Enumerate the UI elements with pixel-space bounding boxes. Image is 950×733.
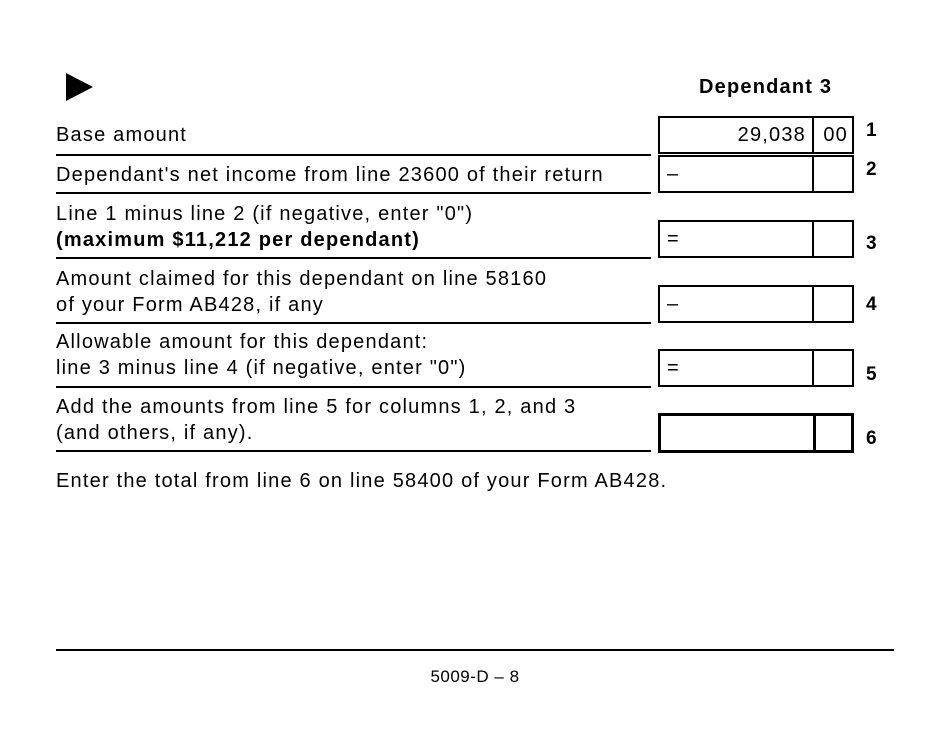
- line-2-operator: –: [667, 163, 679, 185]
- cents-divider: [812, 351, 814, 385]
- line-2-text: Dependant's net income from line 23600 of their return: [56, 164, 604, 186]
- line-5-amount-field[interactable]: [658, 349, 854, 387]
- line-3-text-bold: (maximum $11,212 per dependant): [56, 229, 420, 251]
- line-5-text-2: line 3 minus line 4 (if negative, enter "0"): [56, 357, 467, 379]
- line-number-5: 5: [866, 364, 877, 385]
- line-4-text: Amount claimed for this dependant on line 58160: [56, 268, 548, 290]
- line-1-text: Base amount: [56, 124, 188, 146]
- page-label: 5009-D – 8: [430, 667, 520, 686]
- line-number-1: 1: [866, 120, 877, 141]
- line-number-6: 6: [866, 428, 877, 449]
- line-3-operator: =: [667, 228, 679, 250]
- line-6-label: [56, 394, 576, 446]
- play-arrow-icon: [66, 73, 93, 101]
- column-header: Dependant 3: [699, 76, 833, 98]
- line-4-text-2: of your Form AB428, if any: [56, 294, 324, 316]
- line-2-rule: [56, 192, 651, 194]
- line-1-label: [56, 122, 187, 148]
- line-number-3: 3: [866, 233, 877, 254]
- line-6-rule: [56, 450, 651, 452]
- line-6-text-2: (and others, if any).: [56, 422, 254, 444]
- line-3-rule: [56, 257, 651, 259]
- line-2-amount-field[interactable]: [658, 155, 854, 193]
- line-3-label: [56, 201, 473, 253]
- instruction-text: Enter the total from line 6 on line 58400 of your Form AB428.: [56, 470, 668, 492]
- footer-rule: [56, 649, 894, 651]
- line-5-text: Allowable amount for this dependant:: [56, 331, 429, 353]
- line-2-label: [56, 162, 604, 188]
- line-1-cents: 00: [823, 124, 848, 146]
- line-6-text: Add the amounts from line 5 for columns 1, 2, and 3: [56, 396, 577, 418]
- line-5-rule: [56, 386, 651, 388]
- cents-divider: [812, 157, 814, 191]
- line-4-amount-field[interactable]: [658, 285, 854, 323]
- cents-divider: [813, 416, 816, 450]
- line-3-text: Line 1 minus line 2 (if negative, enter "0"): [56, 203, 474, 225]
- line-5-operator: =: [667, 357, 679, 379]
- line-4-rule: [56, 322, 651, 324]
- cents-divider: [812, 287, 814, 321]
- line-1-dollars: 29,038: [737, 124, 806, 146]
- cents-divider: [812, 222, 814, 256]
- line-number-4: 4: [866, 294, 877, 315]
- line-number-2: 2: [866, 159, 877, 180]
- line-4-label: [56, 266, 547, 318]
- line-1-rule: [56, 154, 651, 156]
- line-6-total-field[interactable]: [658, 413, 854, 453]
- line-1-amount-field[interactable]: [658, 116, 854, 154]
- line-5-label: [56, 329, 467, 381]
- line-3-amount-field[interactable]: [658, 220, 854, 258]
- cents-divider: [812, 118, 814, 152]
- line-4-operator: –: [667, 293, 679, 315]
